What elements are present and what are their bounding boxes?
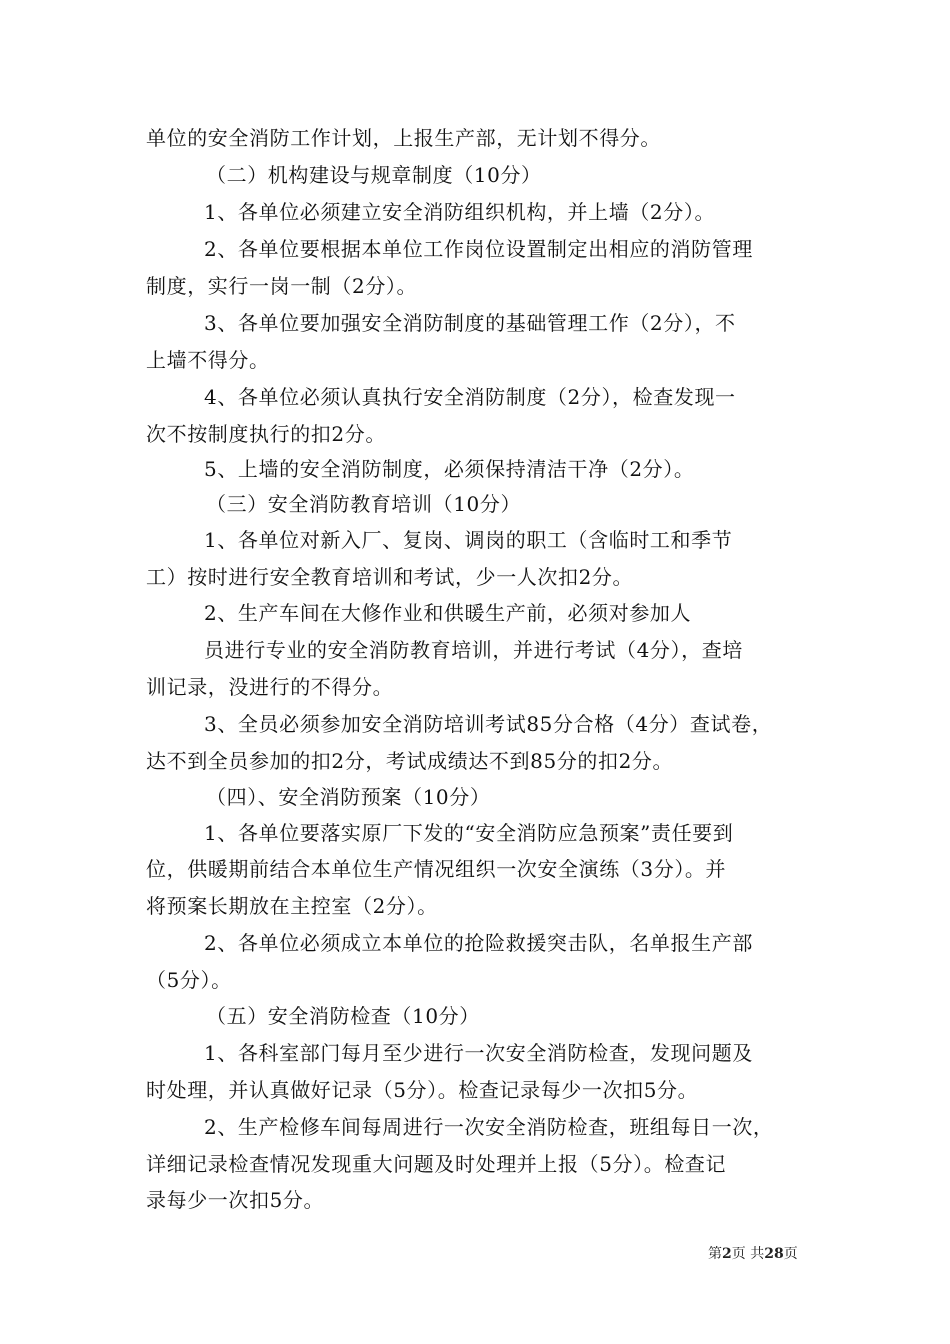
text-line-13: 工）按时进行安全教育培训和考试，少一人次扣2分。 [146, 565, 634, 589]
text-line-7: 上墙不得分。 [146, 348, 270, 372]
text-line-10: 5、上墙的安全消防制度，必须保持清洁干净（2分）。 [204, 457, 695, 481]
text-line-12: 1、各单位对新入厂、复岗、调岗的职工（含临时工和季节 [204, 528, 733, 552]
section-heading-3: （三）安全消防教育培训（10分） [206, 492, 522, 516]
footer-suffix: 页 [783, 1246, 798, 1262]
text-line-29: 详细记录检查情况发现重大问题及时处理并上报（5分）。检查记 [146, 1152, 727, 1176]
text-line-27: 时处理，并认真做好记录（5分）。检查记录每少一次扣5分。 [146, 1078, 699, 1102]
text-line-22: 将预案长期放在主控室（2分）。 [146, 894, 438, 918]
text-line-3: 1、各单位必须建立安全消防组织机构，并上墙（2分）。 [204, 200, 716, 224]
text-line-6: 3、各单位要加强安全消防制度的基础管理工作（2分），不 [204, 311, 736, 335]
text-line-14: 2、生产车间在大修作业和供暖生产前，必须对参加人 [204, 601, 692, 625]
section-heading-4: （四）、安全消防预案（10分） [206, 785, 491, 809]
text-line-17: 3、全员必须参加安全消防培训考试85分合格（4分）查试卷， [204, 712, 773, 736]
section-heading-2: （二）机构建设与规章制度（10分） [206, 163, 542, 187]
text-line-15: 员进行专业的安全消防教育培训，并进行考试（4分），查培 [204, 638, 743, 662]
text-line-18: 达不到全员参加的扣2分，考试成绩达不到85分的扣2分。 [146, 749, 674, 773]
text-line-28: 2、生产检修车间每周进行一次安全消防检查，班组每日一次， [204, 1115, 774, 1139]
footer-middle: 页 共 [731, 1246, 765, 1262]
text-line-9: 次不按制度执行的扣2分。 [146, 422, 386, 446]
footer-current-page: 2 [722, 1246, 732, 1262]
text-line-23: 2、各单位必须成立本单位的抢险救援突击队，名单报生产部 [204, 931, 753, 955]
text-line-20: 1、各单位要落实原厂下发的“安全消防应急预案”责任要到 [204, 821, 734, 845]
section-heading-5: （五）安全消防检查（10分） [206, 1004, 480, 1028]
text-line-16: 训记录，没进行的不得分。 [146, 675, 394, 699]
footer-prefix: 第 [708, 1246, 722, 1262]
page-footer [708, 1245, 798, 1263]
text-line-8: 4、各单位必须认真执行安全消防制度（2分），检查发现一 [204, 385, 736, 409]
text-line-5: 制度，实行一岗一制（2分）。 [146, 274, 418, 298]
text-line-24: （5分）。 [146, 968, 232, 992]
text-line-30: 录每少一次扣5分。 [146, 1188, 325, 1212]
text-line-1: 单位的安全消防工作计划，上报生产部，无计划不得分。 [146, 126, 661, 150]
text-line-4: 2、各单位要根据本单位工作岗位设置制定出相应的消防管理 [204, 237, 753, 261]
text-line-21: 位，供暖期前结合本单位生产情况组织一次安全演练（3分）。并 [146, 857, 727, 881]
text-line-26: 1、各科室部门每月至少进行一次安全消防检查，发现问题及 [204, 1041, 753, 1065]
footer-total-pages: 28 [764, 1246, 784, 1262]
